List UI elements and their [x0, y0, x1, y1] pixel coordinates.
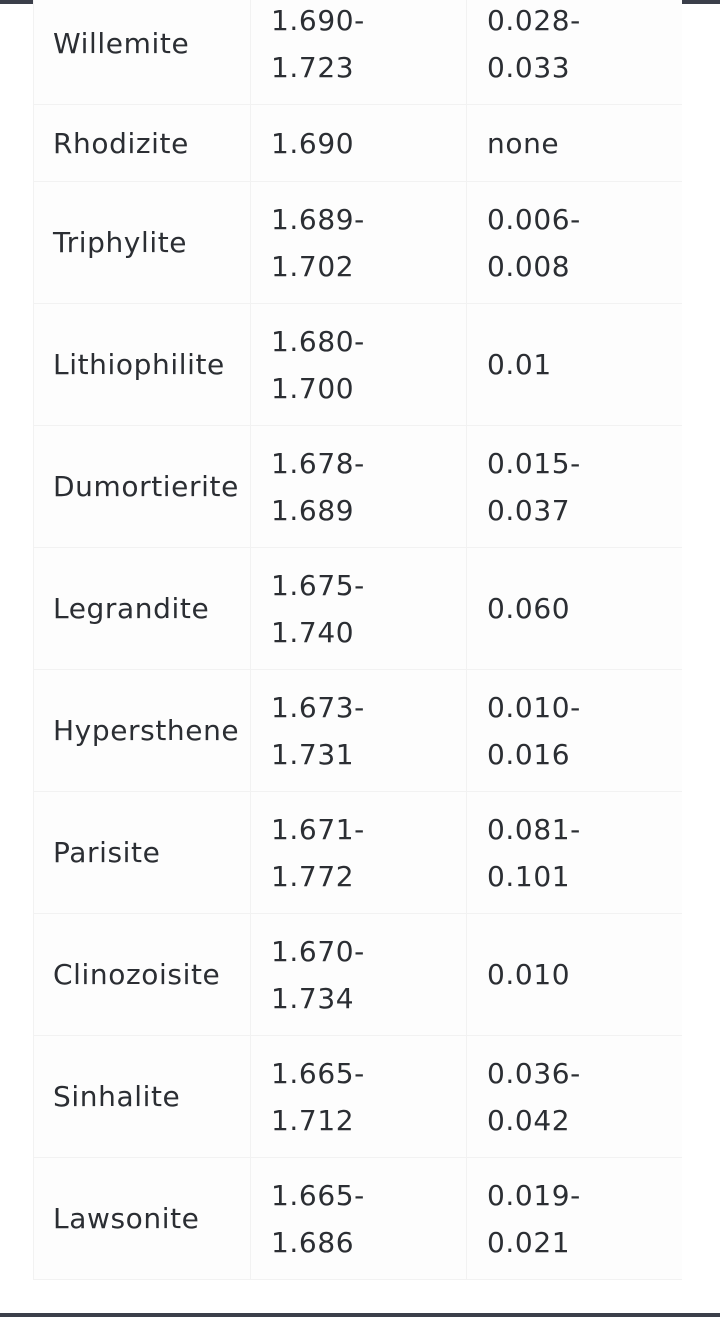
table-row: [34, 0, 683, 105]
table-row: [34, 670, 683, 792]
birefringence-value: 0.016: [487, 737, 571, 771]
birefringence-value: 0.015-: [487, 446, 581, 480]
mineral-name: Parisite: [53, 836, 161, 869]
birefringence-value: 0.021: [487, 1225, 571, 1259]
table-row: [34, 792, 683, 914]
mineral-name-cell: [34, 792, 251, 914]
refractive-index-cell: [251, 792, 467, 914]
birefringence-value: 0.036-: [487, 1056, 581, 1090]
refractive-index-cell: [251, 182, 467, 304]
refractive-index-cell: [251, 1158, 467, 1280]
birefringence-cell: [467, 304, 683, 426]
refractive-index-value: 1.678-: [271, 446, 365, 480]
birefringence-value: 0.01: [487, 348, 552, 381]
mineral-name-cell: [34, 105, 251, 182]
refractive-index-cell: [251, 426, 467, 548]
mineral-name-cell: [34, 1036, 251, 1158]
table-row: [34, 182, 683, 304]
refractive-index-value: 1.673-: [271, 690, 365, 724]
birefringence-cell: [467, 0, 683, 105]
mineral-name-cell: [34, 670, 251, 792]
table-row: [34, 1036, 683, 1158]
refractive-index-value: 1.671-: [271, 812, 365, 846]
birefringence-cell: [467, 548, 683, 670]
mineral-name: Rhodizite: [53, 126, 189, 160]
refractive-index-cell: [251, 914, 467, 1036]
mineral-name: Clinozoisite: [53, 958, 221, 991]
refractive-index-value: 1.675-: [271, 568, 365, 602]
gemstone-table-container: [33, 0, 682, 1313]
mineral-name: Hypersthene: [53, 714, 240, 747]
mineral-name: Lawsonite: [53, 1202, 200, 1235]
refractive-index-value: 1.723: [271, 50, 355, 84]
birefringence-value: 0.019-: [487, 1178, 581, 1212]
mineral-name-cell: [34, 426, 251, 548]
gemstone-properties-table: [33, 0, 682, 1280]
refractive-index-value: 1.772: [271, 859, 355, 893]
mineral-name: Lithiophilite: [53, 348, 225, 381]
birefringence-value: 0.008: [487, 249, 571, 283]
refractive-index-value: 1.689: [271, 493, 355, 527]
birefringence-value: 0.010-: [487, 690, 581, 724]
birefringence-value: 0.033: [487, 50, 571, 84]
refractive-index-value: 1.686: [271, 1225, 355, 1259]
refractive-index-value: 1.665-: [271, 1178, 365, 1212]
birefringence-value: none: [487, 126, 560, 160]
refractive-index-value: 1.700: [271, 371, 355, 405]
refractive-index-cell: [251, 304, 467, 426]
refractive-index-value: 1.665-: [271, 1056, 365, 1090]
birefringence-value: 0.028-: [487, 3, 581, 37]
table-row: [34, 914, 683, 1036]
mineral-name-cell: [34, 548, 251, 670]
refractive-index-value: 1.680-: [271, 324, 365, 358]
mineral-name: Dumortierite: [53, 470, 239, 503]
birefringence-cell: [467, 182, 683, 304]
table-row: [34, 304, 683, 426]
birefringence-value: 0.010: [487, 958, 571, 991]
birefringence-cell: [467, 670, 683, 792]
mineral-name-cell: [34, 914, 251, 1036]
mineral-name: Triphylite: [53, 226, 188, 259]
refractive-index-cell: [251, 0, 467, 105]
mineral-name-cell: [34, 304, 251, 426]
refractive-index-cell: [251, 1036, 467, 1158]
table-body: [34, 0, 683, 1280]
birefringence-cell: [467, 914, 683, 1036]
birefringence-value: 0.060: [487, 592, 571, 625]
bottom-divider: [0, 1313, 720, 1317]
refractive-index-value: 1.734: [271, 981, 355, 1015]
birefringence-cell: [467, 105, 683, 182]
birefringence-cell: [467, 426, 683, 548]
birefringence-cell: [467, 1158, 683, 1280]
table-row: [34, 105, 683, 182]
mineral-name-cell: [34, 182, 251, 304]
table-row: [34, 1158, 683, 1280]
birefringence-value: 0.081-: [487, 812, 581, 846]
refractive-index-cell: [251, 670, 467, 792]
birefringence-value: 0.037: [487, 493, 571, 527]
table-row: [34, 426, 683, 548]
mineral-name: Willemite: [53, 27, 190, 60]
mineral-name: Sinhalite: [53, 1080, 181, 1113]
mineral-name-cell: [34, 0, 251, 105]
mineral-name-cell: [34, 1158, 251, 1280]
refractive-index-value: 1.690-: [271, 3, 365, 37]
refractive-index-value: 1.690: [271, 126, 355, 160]
birefringence-value: 0.006-: [487, 202, 581, 236]
birefringence-cell: [467, 792, 683, 914]
birefringence-value: 0.101: [487, 859, 571, 893]
birefringence-cell: [467, 1036, 683, 1158]
refractive-index-value: 1.689-: [271, 202, 365, 236]
mineral-name: Legrandite: [53, 592, 210, 625]
refractive-index-value: 1.712: [271, 1103, 355, 1137]
birefringence-value: 0.042: [487, 1103, 571, 1137]
refractive-index-cell: [251, 548, 467, 670]
table-row: [34, 548, 683, 670]
refractive-index-value: 1.702: [271, 249, 355, 283]
refractive-index-value: 1.740: [271, 615, 355, 649]
refractive-index-value: 1.670-: [271, 934, 365, 968]
refractive-index-cell: [251, 105, 467, 182]
refractive-index-value: 1.731: [271, 737, 355, 771]
